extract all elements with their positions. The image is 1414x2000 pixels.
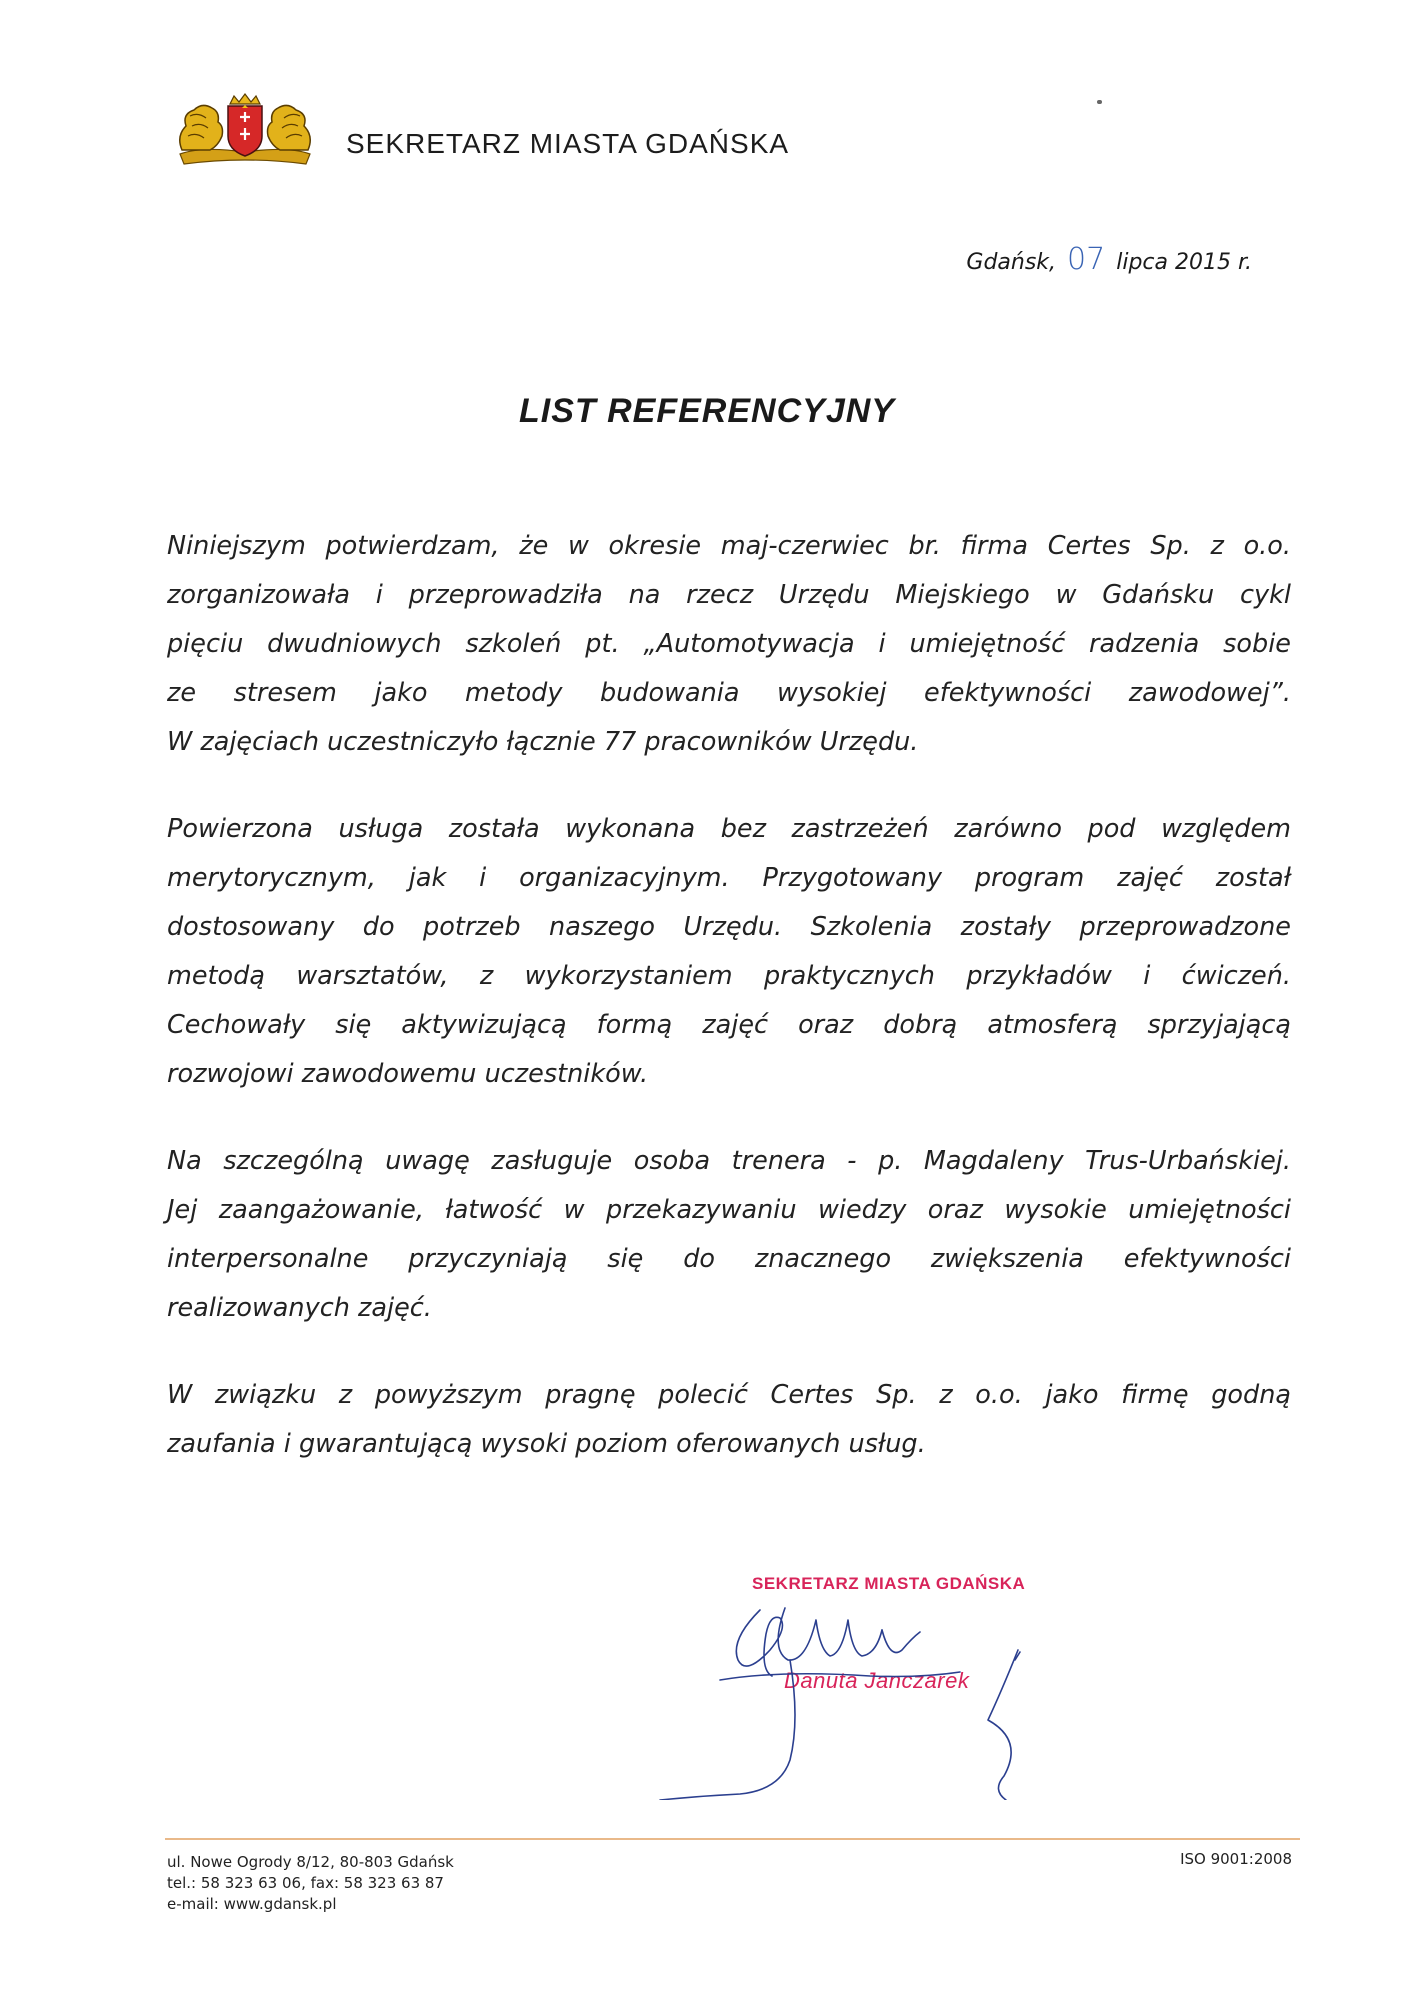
date-day-handwritten: 07	[1067, 242, 1106, 277]
letter-title: LIST REFERENCYJNY	[519, 392, 895, 430]
text-line: dostosowany do potrzeb naszego Urzędu. Szkolenia zostały przeprowadzone	[167, 912, 1291, 942]
date-month-year: lipca 2015 r.	[1116, 250, 1252, 275]
text-line: metodą warsztatów, z wykorzystaniem praktycznych przykładów i ćwiczeń.	[167, 961, 1291, 991]
paragraph	[167, 522, 1291, 767]
text-line: W związku z powyższym pragnę polecić Certes Sp. z o.o. jako firmę godną	[167, 1380, 1291, 1410]
text-line: rozwojowi zawodowemu uczestników.	[167, 1059, 649, 1089]
text-line: realizowanych zajęć.	[167, 1293, 432, 1323]
date-city: Gdańsk,	[966, 250, 1057, 275]
letter-body	[167, 522, 1291, 1507]
footer-address-line: ul. Nowe Ogrody 8/12, 80-803 Gdańsk	[167, 1853, 454, 1871]
text-line: Cechowały się aktywizującą formą zajęć oraz dobrą atmosferą sprzyjającą	[167, 1010, 1291, 1040]
handwritten-signature	[620, 1590, 1080, 1800]
official-stamp-title: SEKRETARZ MIASTA GDAŃSKA	[752, 1574, 1026, 1593]
paragraph	[167, 1371, 1291, 1469]
text-line: pięciu dwudniowych szkoleń pt. „Automotywacja i umiejętność radzenia sobie	[167, 629, 1291, 659]
footer-email-line: e-mail: www.gdansk.pl	[167, 1895, 337, 1913]
letter-date	[966, 242, 1252, 277]
text-line: Powierzona usługa została wykonana bez zastrzeżeń zarówno pod względem	[167, 814, 1291, 844]
footer-phone-line: tel.: 58 323 63 06, fax: 58 323 63 87	[167, 1874, 444, 1892]
paragraph	[167, 1137, 1291, 1333]
official-stamp-name: Danuta Janczarek	[784, 1668, 970, 1693]
text-line: Jej zaangażowanie, łatwość w przekazywaniu wiedzy oraz wysokie umiejętności	[167, 1195, 1291, 1225]
gdansk-coat-of-arms-icon	[172, 92, 318, 170]
text-line: interpersonalne przyczyniają się do znacznego zwiększenia efektywności	[167, 1244, 1291, 1274]
footer-divider	[165, 1838, 1300, 1840]
text-line: W zajęciach uczestniczyło łącznie 77 pracowników Urzędu.	[167, 727, 919, 757]
footer-address	[167, 1852, 454, 1915]
text-line: merytorycznym, jak i organizacyjnym. Przygotowany program zajęć został	[167, 863, 1291, 893]
text-line: Niniejszym potwierdzam, że w okresie maj-czerwiec br. firma Certes Sp. z o.o.	[167, 531, 1291, 561]
organization-name: SEKRETARZ MIASTA GDAŃSKA	[346, 128, 790, 159]
paragraph	[167, 805, 1291, 1099]
text-line: zaufania i gwarantującą wysoki poziom oferowanych usług.	[167, 1429, 926, 1459]
scan-speck	[1097, 100, 1102, 104]
text-line: ze stresem jako metody budowania wysokiej efektywności zawodowej”.	[167, 678, 1291, 708]
text-line: zorganizowała i przeprowadziła na rzecz Urzędu Miejskiego w Gdańsku cykl	[167, 580, 1291, 610]
text-line: Na szczególną uwagę zasługuje osoba trenera - p. Magdaleny Trus-Urbańskiej.	[167, 1146, 1291, 1176]
iso-certification: ISO 9001:2008	[1180, 1850, 1292, 1868]
